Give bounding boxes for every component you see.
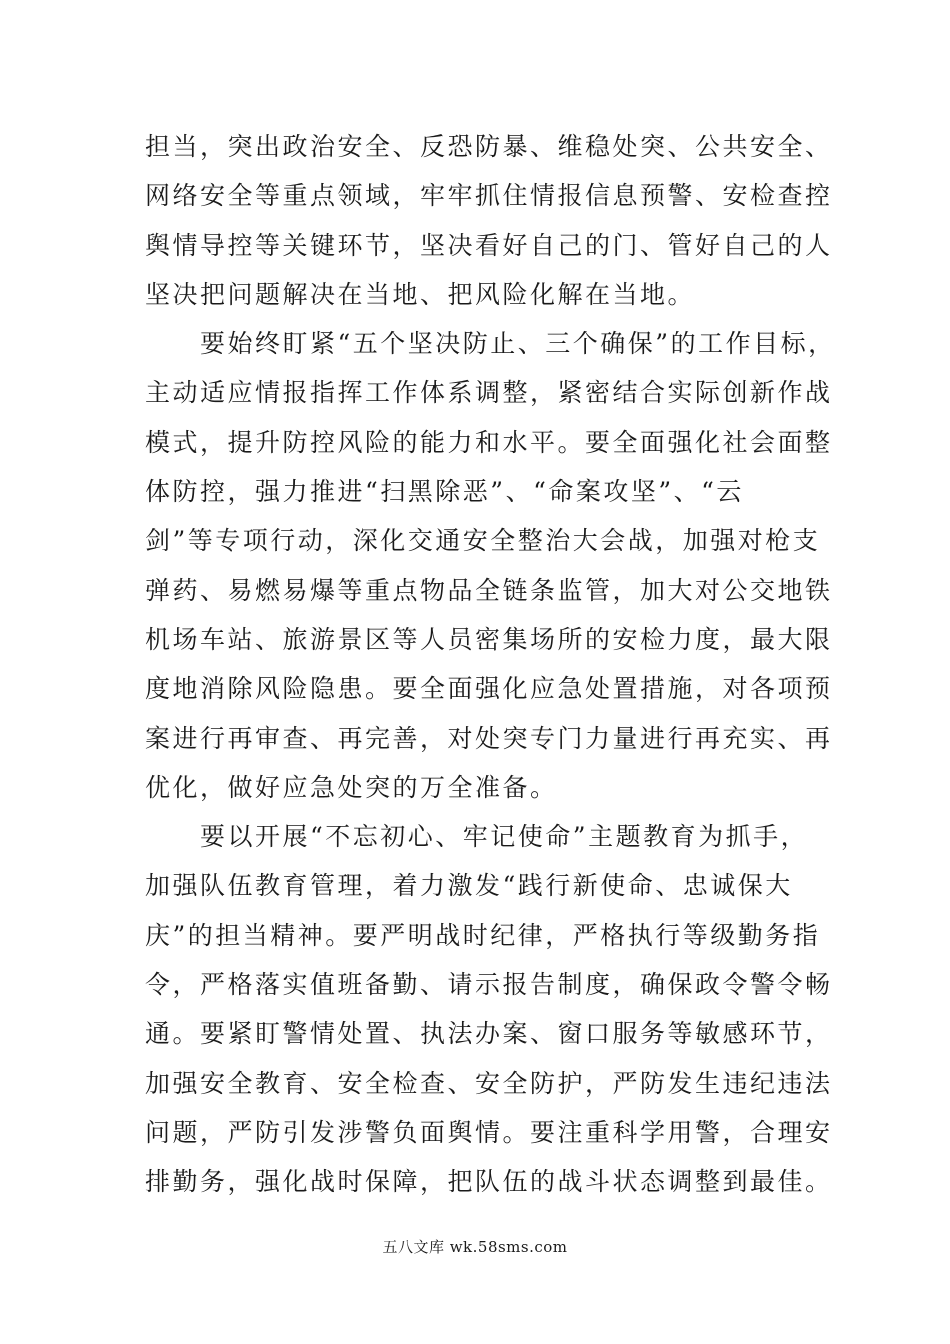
text-line: 舆情导控等关键环节，坚决看好自己的门、管好自己的人 [145, 230, 833, 260]
footer-watermark: 五八文库 wk.58sms.com [382, 1238, 568, 1256]
text-line: 担当，突出政治安全、反恐防暴、维稳处突、公共安全、 [145, 132, 833, 161]
text-line: 主动适应情报指挥工作体系调整，紧密结合实际创新作战 [145, 378, 833, 408]
text-line: 问题，严防引发涉警负面舆情。要注重科学用警，合理安 [145, 1117, 833, 1147]
text-line: 要始终盯紧“五个坚决防止、三个确保”的工作目标， [200, 329, 836, 359]
text-line: 加强安全教育、安全检查、安全防护，严防发生违纪违法 [145, 1068, 833, 1098]
text-line: 优化，做好应急处突的万全准备。 [145, 772, 558, 802]
text-line: 通。要紧盯警情处置、执法办案、窗口服务等敏感环节， [145, 1019, 833, 1049]
document-body [145, 122, 836, 1207]
text-line: 要以开展“不忘初心、牢记使命”主题教育为抓手， [200, 822, 809, 852]
text-line: 模式，提升防控风险的能力和水平。要全面强化社会面整 [145, 427, 833, 457]
text-line: 网络安全等重点领域，牢牢抓住情报信息预警、安检查控 [145, 181, 833, 211]
text-line: 机场车站、旅游景区等人员密集场所的安检力度，最大限 [145, 624, 833, 654]
text-line: 案进行再审查、再完善，对处突专门力量进行再充实、再 [145, 723, 833, 753]
text-line: 坚决把问题解决在当地、把风险化解在当地。 [145, 279, 696, 309]
text-line: 弹药、易燃易爆等重点物品全链条监管，加大对公交地铁 [145, 575, 833, 605]
text-line: 剑”等专项行动，深化交通安全整治大会战，加强对枪支 [145, 526, 821, 556]
text-line: 度地消除风险隐患。要全面强化应急处置措施，对各项预 [145, 674, 833, 704]
text-line: 令，严格落实值班备勤、请示报告制度，确保政令警令畅 [145, 970, 833, 1000]
text-line: 排勤务，强化战时保障，把队伍的战斗状态调整到最佳。 [145, 1167, 833, 1197]
text-line: 体防控，强力推进“扫黑除恶”、“命案攻坚”、“云 [145, 477, 744, 507]
text-line: 庆”的担当精神。要严明战时纪律，严格执行等级勤务指 [145, 920, 821, 950]
text-line: 加强队伍教育管理，着力激发“践行新使命、忠诚保大 [145, 871, 793, 901]
